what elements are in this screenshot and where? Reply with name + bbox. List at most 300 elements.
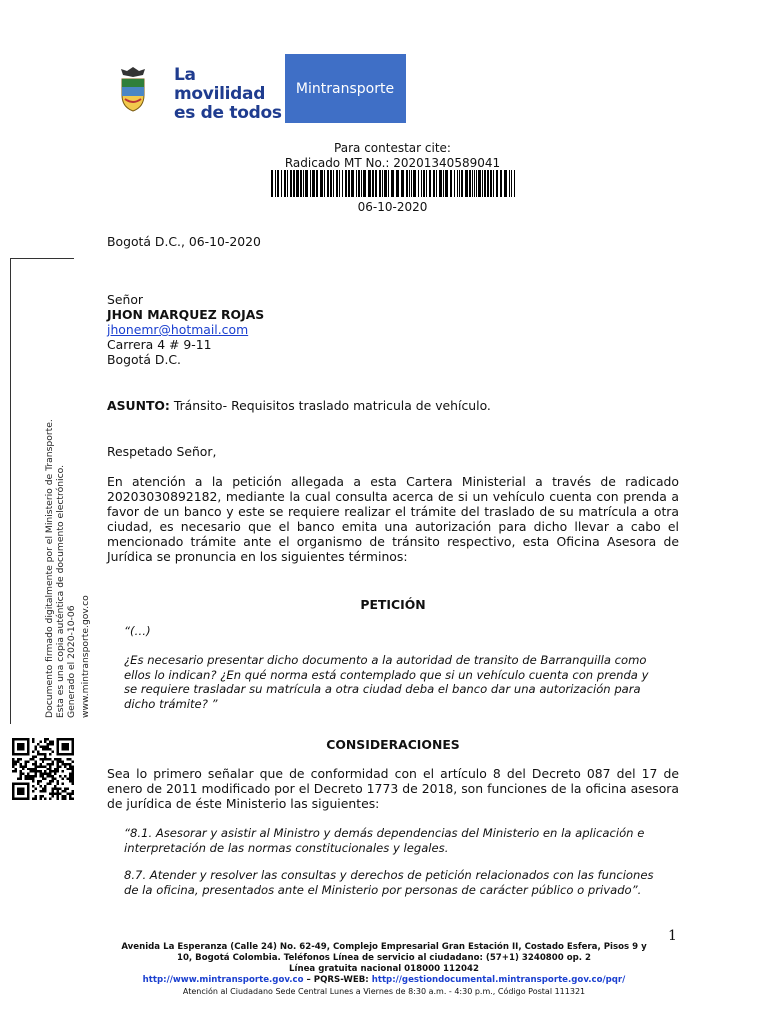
qr-module (47, 738, 49, 740)
barcode-bar (469, 170, 471, 197)
qr-module (39, 763, 41, 765)
barcode-bar (474, 170, 475, 197)
radicado-number: Radicado MT No.: 20201340589041 (284, 156, 501, 170)
ministry-website-link[interactable]: http://www.mintransporte.gov.co (142, 975, 304, 985)
barcode-bar (290, 170, 292, 197)
qr-module (72, 798, 74, 800)
qr-module (39, 770, 41, 772)
barcode-bar (382, 170, 383, 197)
qr-module (37, 743, 39, 745)
qr-module (29, 775, 31, 777)
qr-module (57, 795, 59, 797)
qr-module (12, 758, 14, 760)
barcode-bar (320, 170, 323, 197)
qr-module (29, 758, 31, 760)
barcode-bar (375, 170, 377, 197)
qr-module (64, 795, 66, 797)
qr-module (47, 773, 49, 775)
qr-module (57, 760, 59, 762)
qr-module (42, 748, 44, 750)
qr-module (57, 758, 59, 760)
barcode-bar (413, 170, 416, 197)
qr-module (27, 778, 29, 780)
qr-module (39, 753, 41, 755)
qr-module (52, 780, 54, 782)
quote-8-7: 8.7. Atender y resolver las consultas y derechos de petición relacionados con las funciones de la oficina, presentados ante el Ministerio por personas de carácter público o privado”. (124, 868, 654, 897)
barcode-bar (478, 170, 481, 197)
barcode-bar (450, 170, 452, 197)
qr-module (19, 765, 21, 767)
qr-module (67, 758, 69, 760)
qr-module (39, 765, 41, 767)
stamp-border-top (10, 258, 74, 259)
qr-module (69, 758, 71, 760)
barcode-bar (336, 170, 338, 197)
qr-module (57, 788, 59, 790)
barcode-bar (454, 170, 455, 197)
recipient-email-link[interactable]: jhonemr@hotmail.com (107, 322, 249, 337)
qr-module (42, 773, 44, 775)
qr-module (39, 795, 41, 797)
qr-module (17, 788, 24, 795)
salutation-title: Señor (107, 292, 144, 307)
qr-module (42, 788, 44, 790)
qr-module (59, 775, 61, 777)
qr-module (52, 763, 54, 765)
digital-signature-stamp (44, 419, 91, 718)
qr-module (49, 740, 51, 742)
qr-module (34, 788, 36, 790)
qr-module (34, 773, 36, 775)
barcode-bar (287, 170, 288, 197)
qr-module (69, 773, 71, 775)
barcode-bar (324, 170, 325, 197)
qr-module (49, 768, 51, 770)
barcode-bar (271, 170, 273, 197)
barcode-bar (484, 170, 486, 197)
qr-module (39, 780, 41, 782)
qr-module (32, 798, 34, 800)
qr-module (34, 798, 36, 800)
petition-heading: PETICIÓN (360, 597, 426, 612)
footer-pqrs-label: – PQRS-WEB: (303, 975, 372, 985)
barcode (271, 170, 515, 197)
qr-module (32, 738, 34, 740)
qr-module (59, 793, 61, 795)
qr-module (39, 758, 41, 760)
qr-module (52, 750, 54, 752)
qr-module (42, 775, 44, 777)
qr-module (44, 740, 46, 742)
qr-module (34, 748, 36, 750)
footer-links (100, 975, 668, 986)
qr-module (32, 763, 34, 765)
footer-address-line-1: Avenida La Esperanza (Calle 24) No. 62-49, Complejo Empresarial Gran Estación II, Costado Esfera, Pisos 9 y (121, 942, 647, 952)
qr-module (34, 795, 36, 797)
qr-module (32, 740, 34, 742)
petition-quote: ¿Es necesario presentar dicho documento a la autoridad de transito de Barranquilla como ellos lo indican? ¿En qué norma está contemplado que si un vehículo cuenta con prenda y se requiere trasladar su matrícula a otra ciudad deba el banco dar una autorización para dicho trámite? ” (124, 653, 649, 711)
qr-module (32, 755, 34, 757)
barcode-bar (281, 170, 282, 197)
qr-module (37, 780, 39, 782)
barcode-bar (496, 170, 498, 197)
qr-module (52, 778, 54, 780)
stamp-border-left (10, 258, 11, 724)
barcode-bar (356, 170, 357, 197)
qr-module (52, 760, 54, 762)
qr-module (54, 788, 56, 790)
barcode-bar (429, 170, 431, 197)
qr-module (24, 775, 26, 777)
qr-module (69, 768, 71, 770)
qr-module (67, 793, 69, 795)
qr-module (64, 790, 66, 792)
qr-module (32, 775, 34, 777)
qr-module (49, 770, 51, 772)
qr-module (47, 748, 49, 750)
qr-module (47, 783, 49, 785)
barcode-bar (426, 170, 427, 197)
barcode-bar (465, 170, 468, 197)
qr-module (72, 768, 74, 770)
barcode-bar (284, 170, 286, 197)
barcode-bar (293, 170, 295, 197)
qr-module (67, 788, 69, 790)
qr-module (14, 768, 16, 770)
qr-module (47, 743, 49, 745)
qr-module (52, 793, 54, 795)
qr-module (72, 780, 74, 782)
qr-module (72, 790, 74, 792)
logo-ministry-panel (284, 54, 406, 123)
qr-module (27, 760, 29, 762)
qr-module (34, 775, 36, 777)
barcode-bar (514, 170, 515, 197)
qr-module (24, 765, 26, 767)
qr-module (19, 775, 21, 777)
qr-module (34, 760, 36, 762)
pqrs-web-link[interactable]: http://gestiondocumental.mintransporte.gov.co/pqr/ (371, 975, 626, 985)
qr-module (27, 775, 29, 777)
barcode-bar (391, 170, 394, 197)
qr-module (37, 765, 39, 767)
barcode-bar (351, 170, 354, 197)
qr-module (52, 790, 54, 792)
qr-module (57, 793, 59, 795)
qr-module (57, 768, 59, 770)
qr-module (69, 780, 71, 782)
qr-module (44, 790, 46, 792)
qr-module (27, 768, 29, 770)
qr-module (29, 770, 31, 772)
barcode-bar (445, 170, 448, 197)
qr-module (47, 763, 49, 765)
qr-module (14, 770, 16, 772)
qr-module (69, 765, 71, 767)
qr-module (59, 765, 61, 767)
barcode-bar (363, 170, 366, 197)
qr-module (34, 770, 36, 772)
barcode-bar (461, 170, 463, 197)
qr-module (67, 768, 69, 770)
barcode-bar (457, 170, 458, 197)
barcode-bar (423, 170, 425, 197)
qr-module (69, 793, 71, 795)
barcode-bar (388, 170, 389, 197)
barcode-bar (310, 170, 311, 197)
qr-module (22, 765, 24, 767)
qr-module (49, 793, 51, 795)
qr-module (49, 765, 51, 767)
ministry-name: Mintransporte (295, 80, 395, 97)
qr-module (42, 753, 44, 755)
qr-module (54, 758, 56, 760)
stamp-line-3: Generado el 2020-10-06 (66, 605, 77, 718)
slogan-line-1: La movilidad (174, 65, 266, 104)
qr-module (64, 763, 66, 765)
qr-module (32, 750, 34, 752)
qr-module (39, 773, 41, 775)
qr-module (32, 758, 34, 760)
qr-module (17, 743, 24, 750)
qr-module (64, 775, 66, 777)
qr-module (62, 795, 64, 797)
qr-module (42, 745, 44, 747)
barcode-bar (348, 170, 350, 197)
qr-module (14, 760, 16, 762)
barcode-bar (490, 170, 492, 197)
qr-module (64, 798, 66, 800)
footer-address-line-2: 10, Bogotá Colombia. Teléfonos Línea de servicio al ciudadano: (57+1) 3240800 op. 2 (176, 953, 592, 963)
barcode-bar (342, 170, 343, 197)
qr-module (52, 770, 54, 772)
qr-module (69, 775, 71, 777)
qr-module (44, 753, 46, 755)
qr-code-icon (12, 738, 74, 800)
qr-module (39, 775, 41, 777)
qr-module (72, 775, 74, 777)
qr-module (17, 778, 19, 780)
qr-module (57, 765, 59, 767)
qr-module (44, 755, 46, 757)
qr-module (34, 745, 36, 747)
qr-module (29, 768, 31, 770)
qr-module (62, 760, 64, 762)
qr-module (42, 790, 44, 792)
qr-module (64, 765, 66, 767)
qr-module (47, 745, 49, 747)
qr-module (52, 788, 54, 790)
qr-module (12, 763, 14, 765)
barcode-bar (472, 170, 473, 197)
barcode-bar (406, 170, 408, 197)
barcode-bar (277, 170, 279, 197)
qr-module (39, 790, 41, 792)
qr-module (49, 780, 51, 782)
qr-module (57, 798, 59, 800)
qr-module (57, 763, 59, 765)
qr-module (39, 745, 41, 747)
qr-module (19, 758, 21, 760)
qr-module (47, 768, 49, 770)
subject-line (107, 398, 491, 413)
qr-module (52, 740, 54, 742)
qr-module (17, 758, 19, 760)
recipient-city: Bogotá D.C. (107, 352, 181, 367)
qr-module (32, 778, 34, 780)
barcode-bar (433, 170, 435, 197)
qr-module (22, 773, 24, 775)
barcode-bar (411, 170, 412, 197)
barcode-bar (372, 170, 374, 197)
qr-module (27, 773, 29, 775)
qr-module (32, 785, 34, 787)
qr-module (29, 778, 31, 780)
qr-module (57, 780, 59, 782)
greeting: Respetado Señor, (107, 444, 217, 459)
barcode-bar (500, 170, 502, 197)
qr-module (19, 770, 21, 772)
barcode-bar (305, 170, 308, 197)
qr-module (32, 770, 34, 772)
qr-module (72, 793, 74, 795)
qr-module (44, 785, 46, 787)
qr-module (17, 760, 19, 762)
logo-slogan-panel (107, 54, 284, 123)
qr-module (69, 763, 71, 765)
qr-module (44, 745, 46, 747)
qr-module (72, 765, 74, 767)
qr-module (49, 763, 51, 765)
footer-hours: Atención al Ciudadano Sede Central Lunes a Viernes de 8:30 a.m. - 4:30 p.m., Código Postal 111321 (182, 987, 586, 996)
qr-module (12, 765, 14, 767)
qr-module (44, 788, 46, 790)
qr-module (57, 790, 59, 792)
barcode-bar (368, 170, 371, 197)
qr-module (62, 798, 64, 800)
barcode-bar (384, 170, 387, 197)
qr-module (37, 770, 39, 772)
qr-module (42, 765, 44, 767)
barcode-bar (482, 170, 483, 197)
qr-module (37, 750, 39, 752)
barcode-bar (487, 170, 489, 197)
stamp-line-1: Documento firmado digitalmente por el Ministerio de Transporte. (44, 419, 55, 718)
qr-module (44, 770, 46, 772)
qr-module (64, 788, 66, 790)
qr-module (12, 760, 14, 762)
barcode-bar (312, 170, 315, 197)
barcode-bar (275, 170, 276, 197)
barcode-bar (379, 170, 381, 197)
qr-module (72, 773, 74, 775)
qr-module (39, 785, 41, 787)
qr-module (37, 783, 39, 785)
qr-module (59, 760, 61, 762)
qr-module (14, 763, 16, 765)
qr-module (59, 788, 61, 790)
slogan-line-2: es de todos (174, 103, 282, 123)
qr-module (49, 753, 51, 755)
quote-8-1: “8.1. Asesorar y asistir al Ministro y demás dependencias del Ministerio en la aplicación e interpretación de las normas constitucionales y legales. (124, 826, 645, 855)
qr-module (12, 770, 14, 772)
qr-module (54, 770, 56, 772)
barcode-bar (418, 170, 419, 197)
barcode-bar (439, 170, 442, 197)
qr-module (62, 778, 64, 780)
radicado-date: 06-10-2020 (357, 200, 428, 214)
qr-module (42, 760, 44, 762)
qr-module (54, 785, 56, 787)
qr-module (32, 790, 34, 792)
place-date: Bogotá D.C., 06-10-2020 (107, 234, 261, 249)
qr-module (24, 760, 26, 762)
qr-module (57, 770, 59, 772)
coat-of-arms-icon (115, 65, 151, 113)
qr-module (44, 765, 46, 767)
qr-module (49, 798, 51, 800)
recipient-address: Carrera 4 # 9-11 (107, 337, 212, 352)
page-number: 1 (668, 928, 677, 944)
qr-module (44, 778, 46, 780)
qr-module (54, 793, 56, 795)
cite-instruction: Para contestar cite: (334, 141, 451, 155)
qr-module (44, 748, 46, 750)
qr-module (24, 763, 26, 765)
barcode-bar (327, 170, 329, 197)
barcode-bar (421, 170, 422, 197)
qr-module (67, 763, 69, 765)
barcode-bar (330, 170, 332, 197)
qr-module (47, 758, 49, 760)
logo-slogan (174, 66, 284, 123)
qr-module (24, 778, 26, 780)
qr-module (49, 743, 51, 745)
barcode-bar (339, 170, 340, 197)
qr-module (69, 798, 71, 800)
barcode-bar (504, 170, 507, 197)
qr-module (34, 755, 36, 757)
intro-paragraph: En atención a la petición allegada a esta Cartera Ministerial a través de radicado 20203030892182, mediante la cual consulta acerca de si un vehículo cuenta con prenda a favor de un banco y este se requiere realizar el trámite del traslado de su matrícula a otra ciudad, es necesario que el banco emita una autorización para dicho llevar a cabo el mencionado trámite ante el organismo de tránsito respectivo, esta Oficina Asesora de Jurídica se pronuncia en los siguientes términos: (107, 474, 679, 564)
qr-module (62, 743, 69, 750)
barcode-bar (361, 170, 362, 197)
qr-module (32, 768, 34, 770)
qr-module (57, 783, 59, 785)
qr-module (32, 780, 34, 782)
barcode-bar (436, 170, 437, 197)
petition-open-quote: “(…) (124, 624, 151, 638)
stamp-line-2: Esta es una copia auténtica de documento electrónico. (55, 464, 66, 718)
barcode-bar (459, 170, 460, 197)
qr-module (44, 773, 46, 775)
qr-module (19, 773, 21, 775)
qr-module (19, 778, 21, 780)
footer-toll-free: Línea gratuita nacional 018000 112042 (289, 964, 479, 974)
qr-module (72, 760, 74, 762)
barcode-bar (303, 170, 304, 197)
qr-module (67, 778, 69, 780)
qr-module (69, 795, 71, 797)
logo-divider (283, 54, 285, 123)
recipient-name: JHON MARQUEZ ROJAS (107, 307, 265, 322)
qr-module (42, 758, 44, 760)
qr-module (49, 775, 51, 777)
considerations-heading: CONSIDERACIONES (326, 737, 460, 752)
ministry-logo (107, 54, 406, 123)
qr-module (49, 783, 51, 785)
qr-module (42, 778, 44, 780)
qr-module (49, 773, 51, 775)
